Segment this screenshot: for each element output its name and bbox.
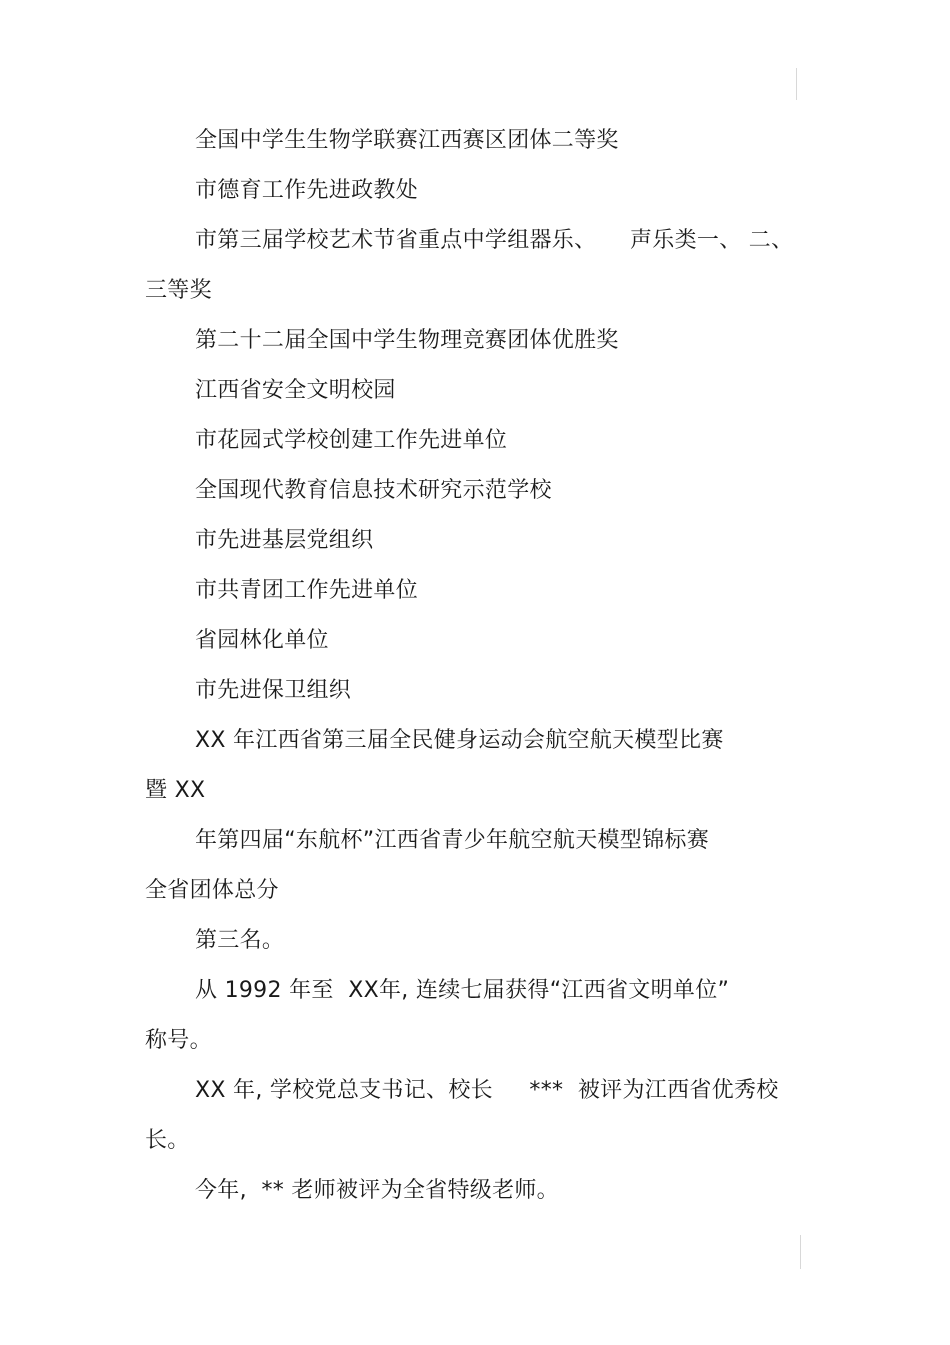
text-line-10: 市共青团工作先进单位 [195, 578, 419, 603]
text-line-17: 第三名。 [195, 928, 285, 953]
text-line-19: 称号。 [145, 1028, 212, 1053]
text-line-21: 长。 [145, 1128, 190, 1153]
page-corner-mark-top [796, 68, 797, 100]
text-line-16: 全省团体总分 [145, 878, 279, 903]
text-line-8: 全国现代教育信息技术研究示范学校 [195, 478, 552, 503]
text-line-18: 从 1992 年至 XX年, 连续七届获得“江西省文明单位” [195, 978, 730, 1003]
text-line-15: 年第四届“东航杯”江西省青少年航空航天模型锦标赛 [195, 828, 709, 853]
text-line-12: 市先进保卫组织 [195, 678, 352, 703]
text-line-11: 省园林化单位 [195, 628, 329, 653]
text-line-4: 三等奖 [145, 278, 212, 303]
text-line-1: 全国中学生生物学联赛江西赛区团体二等奖 [195, 128, 619, 153]
text-line-2: 市德育工作先进政教处 [195, 178, 419, 203]
text-line-9: 市先进基层党组织 [195, 528, 374, 553]
text-line-5: 第二十二届全国中学生物理竞赛团体优胜奖 [195, 328, 619, 353]
text-line-20: XX 年, 学校党总支书记、校长 *** 被评为江西省优秀校 [195, 1078, 779, 1103]
text-line-14: 暨 XX [145, 778, 206, 803]
text-line-13: XX 年江西省第三届全民健身运动会航空航天模型比赛 [195, 728, 724, 753]
text-line-3: 市第三届学校艺术节省重点中学组器乐、 声乐类一、 二、 [195, 228, 794, 253]
text-line-22: 今年, ** 老师被评为全省特级老师。 [195, 1178, 559, 1203]
text-line-6: 江西省安全文明校园 [195, 378, 396, 403]
page-corner-mark-bottom [800, 1235, 801, 1269]
text-line-7: 市花园式学校创建工作先进单位 [195, 428, 508, 453]
